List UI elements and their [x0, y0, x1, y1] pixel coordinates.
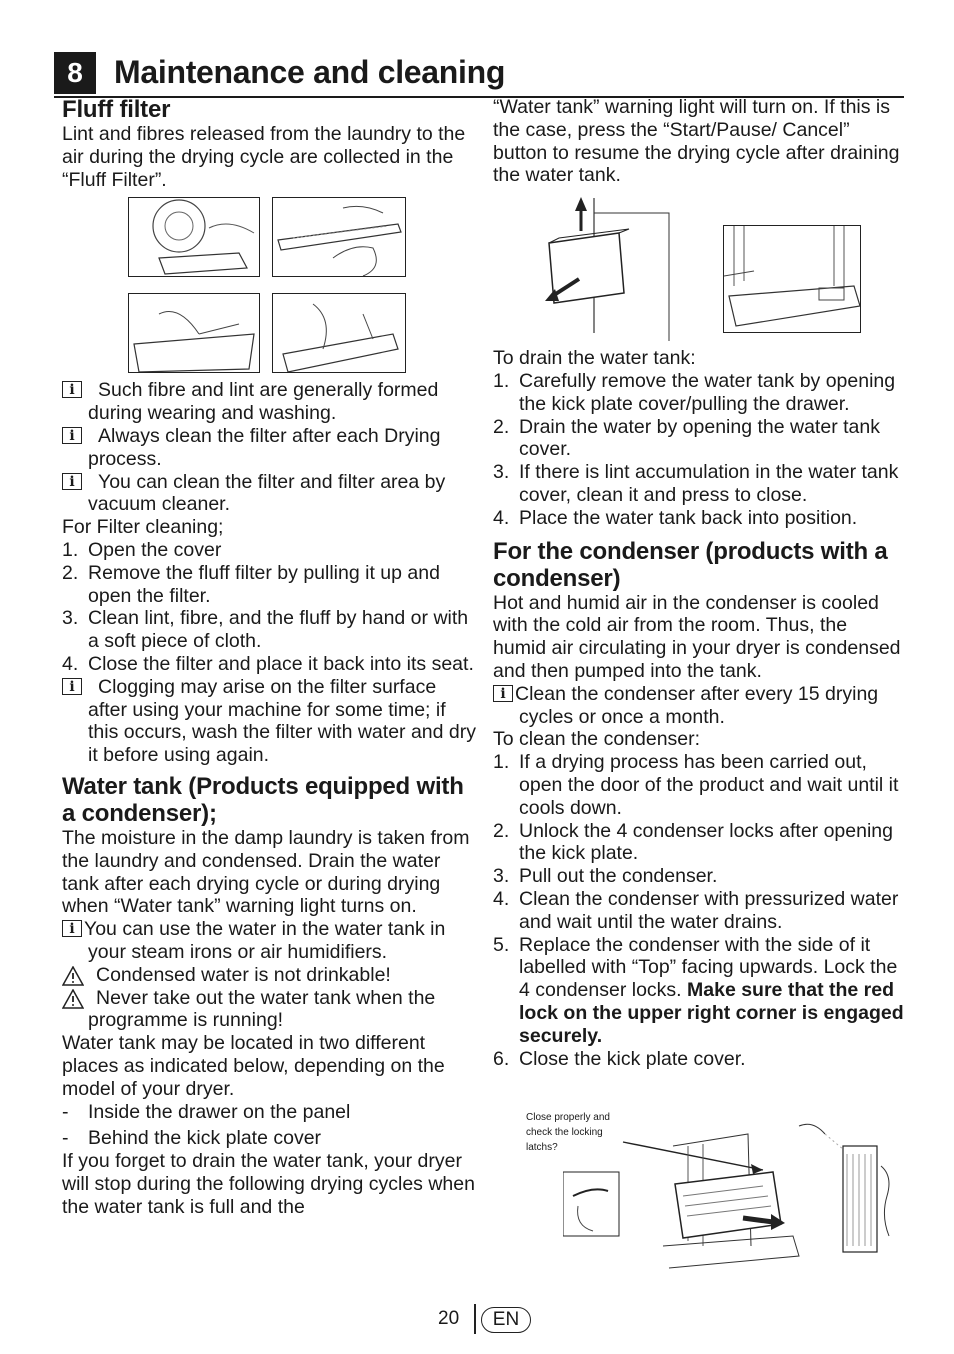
drawer-tank-image: [539, 193, 689, 341]
note-reuse-water: i You can use the water in the water tank in your steam irons or air humidifiers.: [62, 918, 480, 964]
water-tank-figures: [493, 187, 905, 347]
warning-not-drinkable: Condensed water is not drinkable!: [62, 964, 480, 987]
filter-image-1: [128, 197, 260, 277]
forget-drain-text: If you forget to drain the water tank, your dryer will stop during the following drying cycles when the water tank is full and the: [62, 1150, 475, 1218]
list-item: 1. Open the cover: [62, 538, 222, 561]
info-icon: [62, 381, 82, 398]
list-item: - Behind the kick plate cover: [62, 1127, 322, 1150]
fluff-intro: Lint and fibres released from the laundry to the air during the drying cycle are collected in the “Fluff Filter”.: [62, 123, 466, 191]
fluff-filter-figures: [62, 191, 480, 373]
filter-image-2: [272, 197, 406, 277]
left-column: [62, 96, 480, 1218]
water-tank-intro: The moisture in the damp laundry is taken from the laundry and condensed. Drain the water tank after each drying cycle or during drying when “Water tank” warning light turns on.: [62, 826, 470, 918]
list-item: 2. Drain the water by opening the water tank cover.: [493, 415, 880, 461]
page-footer: [0, 1302, 954, 1332]
drain-steps: [493, 370, 905, 530]
list-item: 3. Pull out the condenser.: [493, 865, 718, 888]
clean-condenser-label: To clean the condenser:: [493, 728, 701, 751]
list-item: 4. Close the filter and place it back into its seat.: [62, 652, 474, 675]
warning-light-text: “Water tank” warning light will turn on. If this is the case, press the “Start/Pause/ Cancel” button to resume the drying cycle after draining the water tank.: [493, 96, 900, 187]
right-column: [493, 96, 905, 1270]
page-number: 20: [438, 1308, 460, 1329]
condenser-figure: [493, 1070, 905, 1270]
water-tank-heading: Water tank (Products equipped with a condenser);: [62, 772, 464, 827]
list-item: 6. Close the kick plate cover.: [493, 1047, 746, 1070]
clean-condenser-steps: [493, 751, 905, 1070]
warning-icon: [62, 989, 84, 1009]
condenser-heading: For the condenser (products with a condenser): [493, 537, 888, 592]
note-clean-filter: i Always clean the filter after each Drying process.: [62, 425, 480, 471]
filter-image-4: [272, 293, 406, 373]
list-item: 1. If a drying process has been carried out, open the door of the product and wait until it cools down.: [493, 751, 899, 819]
filter-image-3: [128, 293, 260, 373]
language-badge: EN: [481, 1307, 531, 1333]
tank-locations: [62, 1101, 480, 1151]
info-icon: [62, 473, 82, 490]
filter-cleaning-steps: [62, 539, 480, 676]
info-icon: [62, 920, 82, 937]
tank-location-text: Water tank may be located in two different places as indicated below, depending on the model of your dryer.: [62, 1032, 445, 1100]
list-item: 1. Carefully remove the water tank by opening the kick plate cover/pulling the drawer.: [493, 369, 896, 415]
note-vacuum: i You can clean the filter and filter area by vacuum cleaner.: [62, 471, 480, 517]
footer-divider: [474, 1304, 476, 1334]
warning-icon: [62, 966, 84, 986]
condenser-intro: Hot and humid air in the condenser is cooled with the cold air from the room. Thus, the humid air circulating in your dryer is condensed and then pumped into the tank.: [493, 591, 901, 682]
condenser-illustration: [563, 1106, 903, 1270]
list-item: 2. Unlock the 4 condenser locks after opening the kick plate.: [493, 819, 893, 865]
list-item: 4. Clean the condenser with pressurized water and wait until the water drains.: [493, 887, 899, 933]
info-icon: [493, 685, 513, 702]
fluff-filter-heading: Fluff filter: [62, 96, 171, 123]
red-lock-warning: Make sure that the red lock on the upper right corner is engaged securely.: [519, 979, 904, 1047]
note-clean-condenser: i Clean the condenser after every 15 drying cycles or once a month.: [493, 683, 905, 729]
callout-text: Close properly and check the locking latchs?: [526, 1112, 610, 1154]
warning-never-remove: Never take out the water tank when the programme is running!: [62, 987, 480, 1033]
kickplate-tank-image: [723, 225, 861, 333]
section-number: 8: [54, 52, 96, 94]
section-header: [54, 52, 904, 98]
list-item: 3. Clean lint, fibre, and the fluff by hand or with a soft piece of cloth.: [62, 607, 469, 653]
list-item: - Inside the drawer on the panel: [62, 1100, 351, 1123]
info-icon: [62, 427, 82, 444]
filter-cleaning-label: For Filter cleaning;: [62, 516, 224, 539]
note-fibre-lint: i Such fibre and lint are generally formed during wearing and washing.: [62, 379, 480, 425]
list-item: 4. Place the water tank back into position.: [493, 506, 858, 529]
list-item: 3. If there is lint accumulation in the water tank cover, clean it and press to close.: [493, 461, 899, 506]
list-item: 2. Remove the fluff filter by pulling it up and open the filter.: [62, 561, 440, 607]
drain-label: To drain the water tank:: [493, 347, 696, 370]
info-icon: [62, 678, 82, 695]
list-item: 5. Replace the condenser with the side of it labelled with “Top” facing upwards. Lock the 4 condenser locks. Make sure that the red lock on the upper right corner is engaged securely.: [493, 933, 904, 1047]
note-clogging: i Clogging may arise on the filter surface after using your machine for some time; if this occurs, wash the filter with water and dry it before using again.: [62, 676, 480, 767]
section-title: Maintenance and cleaning: [114, 54, 506, 90]
